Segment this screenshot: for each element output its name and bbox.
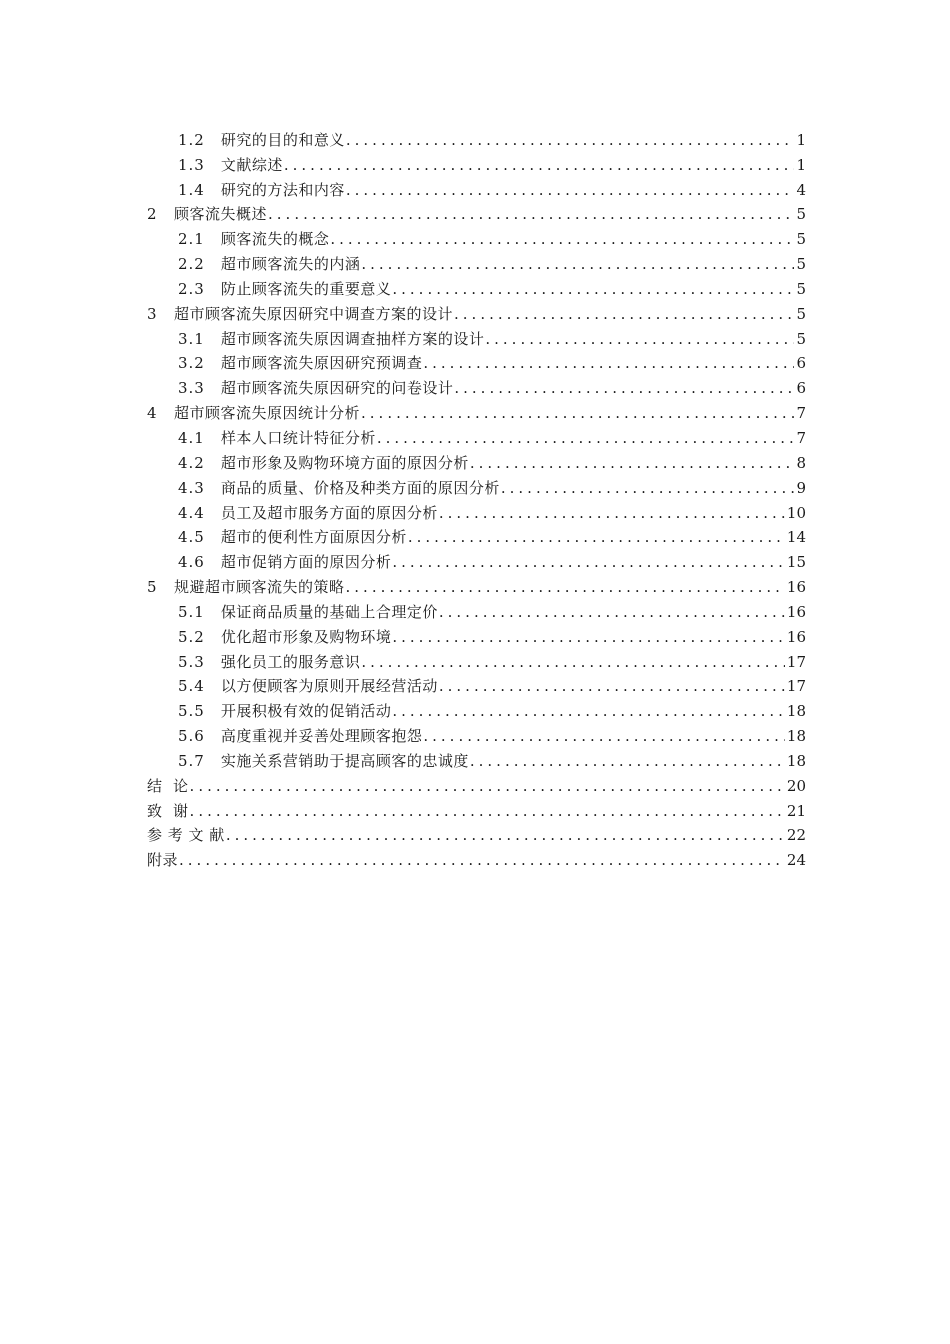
toc-entry-5-5[interactable]: [147, 695, 806, 720]
toc-entry-number: 2.1: [178, 230, 205, 249]
toc-entry-page: 16: [786, 627, 806, 646]
dot-leader: [361, 653, 785, 671]
dot-leader: [408, 528, 785, 546]
toc-entry-page: 5: [796, 329, 806, 348]
toc-entry-1-2[interactable]: [147, 124, 806, 149]
toc-entry-title: 研究的目的和意义: [220, 130, 345, 149]
dot-leader: [470, 752, 785, 770]
dot-leader: [392, 702, 785, 720]
dot-leader: [361, 255, 794, 273]
toc-entry-title: 商品的质量、价格及种类方面的原因分析: [220, 478, 500, 497]
toc-entry-title: 结 论: [147, 776, 189, 795]
toc-entry-page: 5: [796, 279, 806, 298]
toc-entry-number: 5.5: [178, 702, 205, 721]
toc-entry-title: 文献综述: [220, 155, 283, 174]
toc-entry-number: 1.3: [178, 155, 205, 174]
toc-entry-title: 参 考 文 献: [147, 826, 225, 845]
toc-entry-page: 5: [796, 205, 806, 224]
toc-entry-title: 优化超市形象及购物环境: [220, 627, 392, 646]
toc-entry-page: 14: [786, 528, 806, 547]
toc-entry-title: 样本人口统计特征分析: [220, 428, 376, 447]
dot-leader: [346, 181, 795, 199]
toc-entry-page: 5: [796, 230, 806, 249]
dot-leader: [423, 354, 794, 372]
toc-entry-4-4[interactable]: [147, 497, 806, 522]
dot-leader: [179, 851, 785, 869]
toc-entry-number: 3.2: [178, 354, 205, 373]
toc-entry-1-4[interactable]: [147, 174, 806, 199]
dot-leader: [392, 280, 794, 298]
toc-entry-page: 5: [796, 255, 806, 274]
toc-entry-title: 以方便顾客为原则开展经营活动: [220, 677, 438, 696]
dot-leader: [423, 727, 785, 745]
toc-entry-2[interactable]: [147, 199, 806, 224]
toc-entry-title: 超市顾客流失原因研究预调查: [220, 354, 423, 373]
dot-leader: [377, 429, 795, 447]
toc-entry-2-3[interactable]: [147, 273, 806, 298]
toc-entry-page: 6: [796, 354, 806, 373]
dot-leader: [392, 628, 785, 646]
toc-entry-page: 24: [786, 851, 806, 870]
dot-leader: [485, 330, 794, 348]
toc-entry-title: 附录: [147, 851, 179, 870]
toc-entry-number: 3: [147, 304, 158, 323]
dot-leader: [439, 504, 785, 522]
toc-entry-4-5[interactable]: [147, 522, 806, 547]
toc-entry-title: 致 谢: [147, 801, 189, 820]
toc-entry-number: 1.4: [178, 180, 205, 199]
toc-entry-number: 1.2: [178, 130, 205, 149]
toc-entry-page: 5: [796, 304, 806, 323]
toc-entry-number: 5.2: [178, 627, 205, 646]
toc-entry-page: 4: [796, 180, 806, 199]
toc-entry-page: 18: [786, 751, 806, 770]
toc-entry-page: 15: [786, 553, 806, 572]
toc-entry-5-3[interactable]: [147, 646, 806, 671]
toc-entry-number: 5.6: [178, 727, 205, 746]
toc-entry-5-2[interactable]: [147, 621, 806, 646]
toc-entry-number: 4.1: [178, 428, 205, 447]
toc-entry-conclusion[interactable]: [147, 770, 806, 795]
toc-entry-title: 高度重视并妥善处理顾客抱怨: [220, 727, 423, 746]
toc-entry-title: 超市顾客流失原因统计分析: [174, 404, 361, 423]
dot-leader: [346, 131, 795, 149]
dot-leader: [454, 305, 794, 323]
dot-leader: [190, 777, 785, 795]
toc-entry-references[interactable]: [147, 820, 806, 845]
toc-entry-title: 强化员工的服务意识: [220, 652, 361, 671]
toc-entry-page: 9: [796, 478, 806, 497]
toc-entry-number: 4: [147, 404, 158, 423]
toc-entry-page: 6: [796, 379, 806, 398]
toc-entry-5-1[interactable]: [147, 596, 806, 621]
toc-entry-appendix[interactable]: [147, 844, 806, 869]
toc-entry-3[interactable]: [147, 298, 806, 323]
toc-entry-acknowledgements[interactable]: [147, 795, 806, 820]
toc-entry-page: 1: [796, 155, 806, 174]
toc-entry-5-4[interactable]: [147, 671, 806, 696]
dot-leader: [226, 826, 785, 844]
dot-leader: [439, 677, 785, 695]
toc-entry-title: 超市顾客流失的内涵: [220, 255, 361, 274]
dot-leader: [346, 578, 785, 596]
toc-entry-page: 22: [786, 826, 806, 845]
toc-entry-title: 超市顾客流失原因调查抽样方案的设计: [220, 329, 485, 348]
toc-entry-page: 21: [786, 801, 806, 820]
toc-entry-title: 研究的方法和内容: [220, 180, 345, 199]
toc-entry-number: 4.2: [178, 453, 205, 472]
toc-entry-4-1[interactable]: [147, 422, 806, 447]
toc-entry-4[interactable]: [147, 397, 806, 422]
toc-entry-number: 2: [147, 205, 158, 224]
toc-entry-number: 5.7: [178, 751, 205, 770]
toc-entry-4-6[interactable]: [147, 546, 806, 571]
toc-entry-title: 员工及超市服务方面的原因分析: [220, 503, 438, 522]
toc-entry-5-6[interactable]: [147, 720, 806, 745]
toc-entry-number: 5: [147, 578, 158, 597]
toc-entry-page: 20: [786, 776, 806, 795]
toc-entry-5[interactable]: [147, 571, 806, 596]
toc-entry-title: 顾客流失的概念: [220, 230, 330, 249]
toc-entry-number: 4.4: [178, 503, 205, 522]
toc-entry-number: 3.3: [178, 379, 205, 398]
dot-leader: [454, 379, 794, 397]
toc-entry-page: 8: [796, 453, 806, 472]
toc-entry-number: 4.5: [178, 528, 205, 547]
toc-entry-title: 保证商品质量的基础上合理定价: [220, 602, 438, 621]
toc-entry-title: 防止顾客流失的重要意义: [220, 279, 392, 298]
toc-entry-page: 16: [786, 602, 806, 621]
toc-entry-1-3[interactable]: [147, 149, 806, 174]
toc-entry-title: 开展积极有效的促销活动: [220, 702, 392, 721]
toc-entry-number: 4.3: [178, 478, 205, 497]
toc-entry-number: 2.2: [178, 255, 205, 274]
toc-entry-4-3[interactable]: [147, 472, 806, 497]
toc-entry-page: 17: [786, 652, 806, 671]
toc-entry-4-2[interactable]: [147, 447, 806, 472]
toc-entry-title: 超市顾客流失原因研究中调查方案的设计: [174, 304, 454, 323]
toc-entry-title: 超市形象及购物环境方面的原因分析: [220, 453, 469, 472]
dot-leader: [439, 603, 785, 621]
toc-entry-number: 5.4: [178, 677, 205, 696]
toc-entry-number: 5.3: [178, 652, 205, 671]
toc-entry-2-1[interactable]: [147, 223, 806, 248]
toc-entry-number: 4.6: [178, 553, 205, 572]
toc-entry-page: 16: [786, 578, 806, 597]
dot-leader: [190, 802, 785, 820]
toc-entry-3-1[interactable]: [147, 323, 806, 348]
toc-entry-title: 实施关系营销助于提高顾客的忠诚度: [220, 751, 469, 770]
dot-leader: [470, 454, 795, 472]
dot-leader: [501, 479, 795, 497]
dot-leader: [268, 205, 794, 223]
toc-entry-page: 7: [796, 428, 806, 447]
toc-entry-page: 18: [786, 727, 806, 746]
toc-entry-page: 18: [786, 702, 806, 721]
toc-entry-title: 超市顾客流失原因研究的问卷设计: [220, 379, 454, 398]
toc-entry-2-2[interactable]: [147, 248, 806, 273]
toc-entry-page: 17: [786, 677, 806, 696]
toc-entry-page: 10: [786, 503, 806, 522]
toc-entry-title: 顾客流失概述: [174, 205, 268, 224]
toc-entry-number: 3.1: [178, 329, 205, 348]
dot-leader: [284, 156, 795, 174]
toc-entry-number: 2.3: [178, 279, 205, 298]
toc-entry-3-3[interactable]: [147, 372, 806, 397]
toc-entry-title: 超市促销方面的原因分析: [220, 553, 392, 572]
dot-leader: [392, 553, 785, 571]
toc-entry-title: 超市的便利性方面原因分析: [220, 528, 407, 547]
table-of-contents: [147, 124, 806, 869]
dot-leader: [330, 230, 794, 248]
toc-entry-page: 7: [796, 404, 806, 423]
dot-leader: [361, 404, 794, 422]
toc-entry-page: 1: [796, 130, 806, 149]
toc-entry-3-2[interactable]: [147, 348, 806, 373]
toc-entry-title: 规避超市顾客流失的策略: [174, 578, 345, 597]
toc-entry-number: 5.1: [178, 602, 205, 621]
toc-entry-5-7[interactable]: [147, 745, 806, 770]
